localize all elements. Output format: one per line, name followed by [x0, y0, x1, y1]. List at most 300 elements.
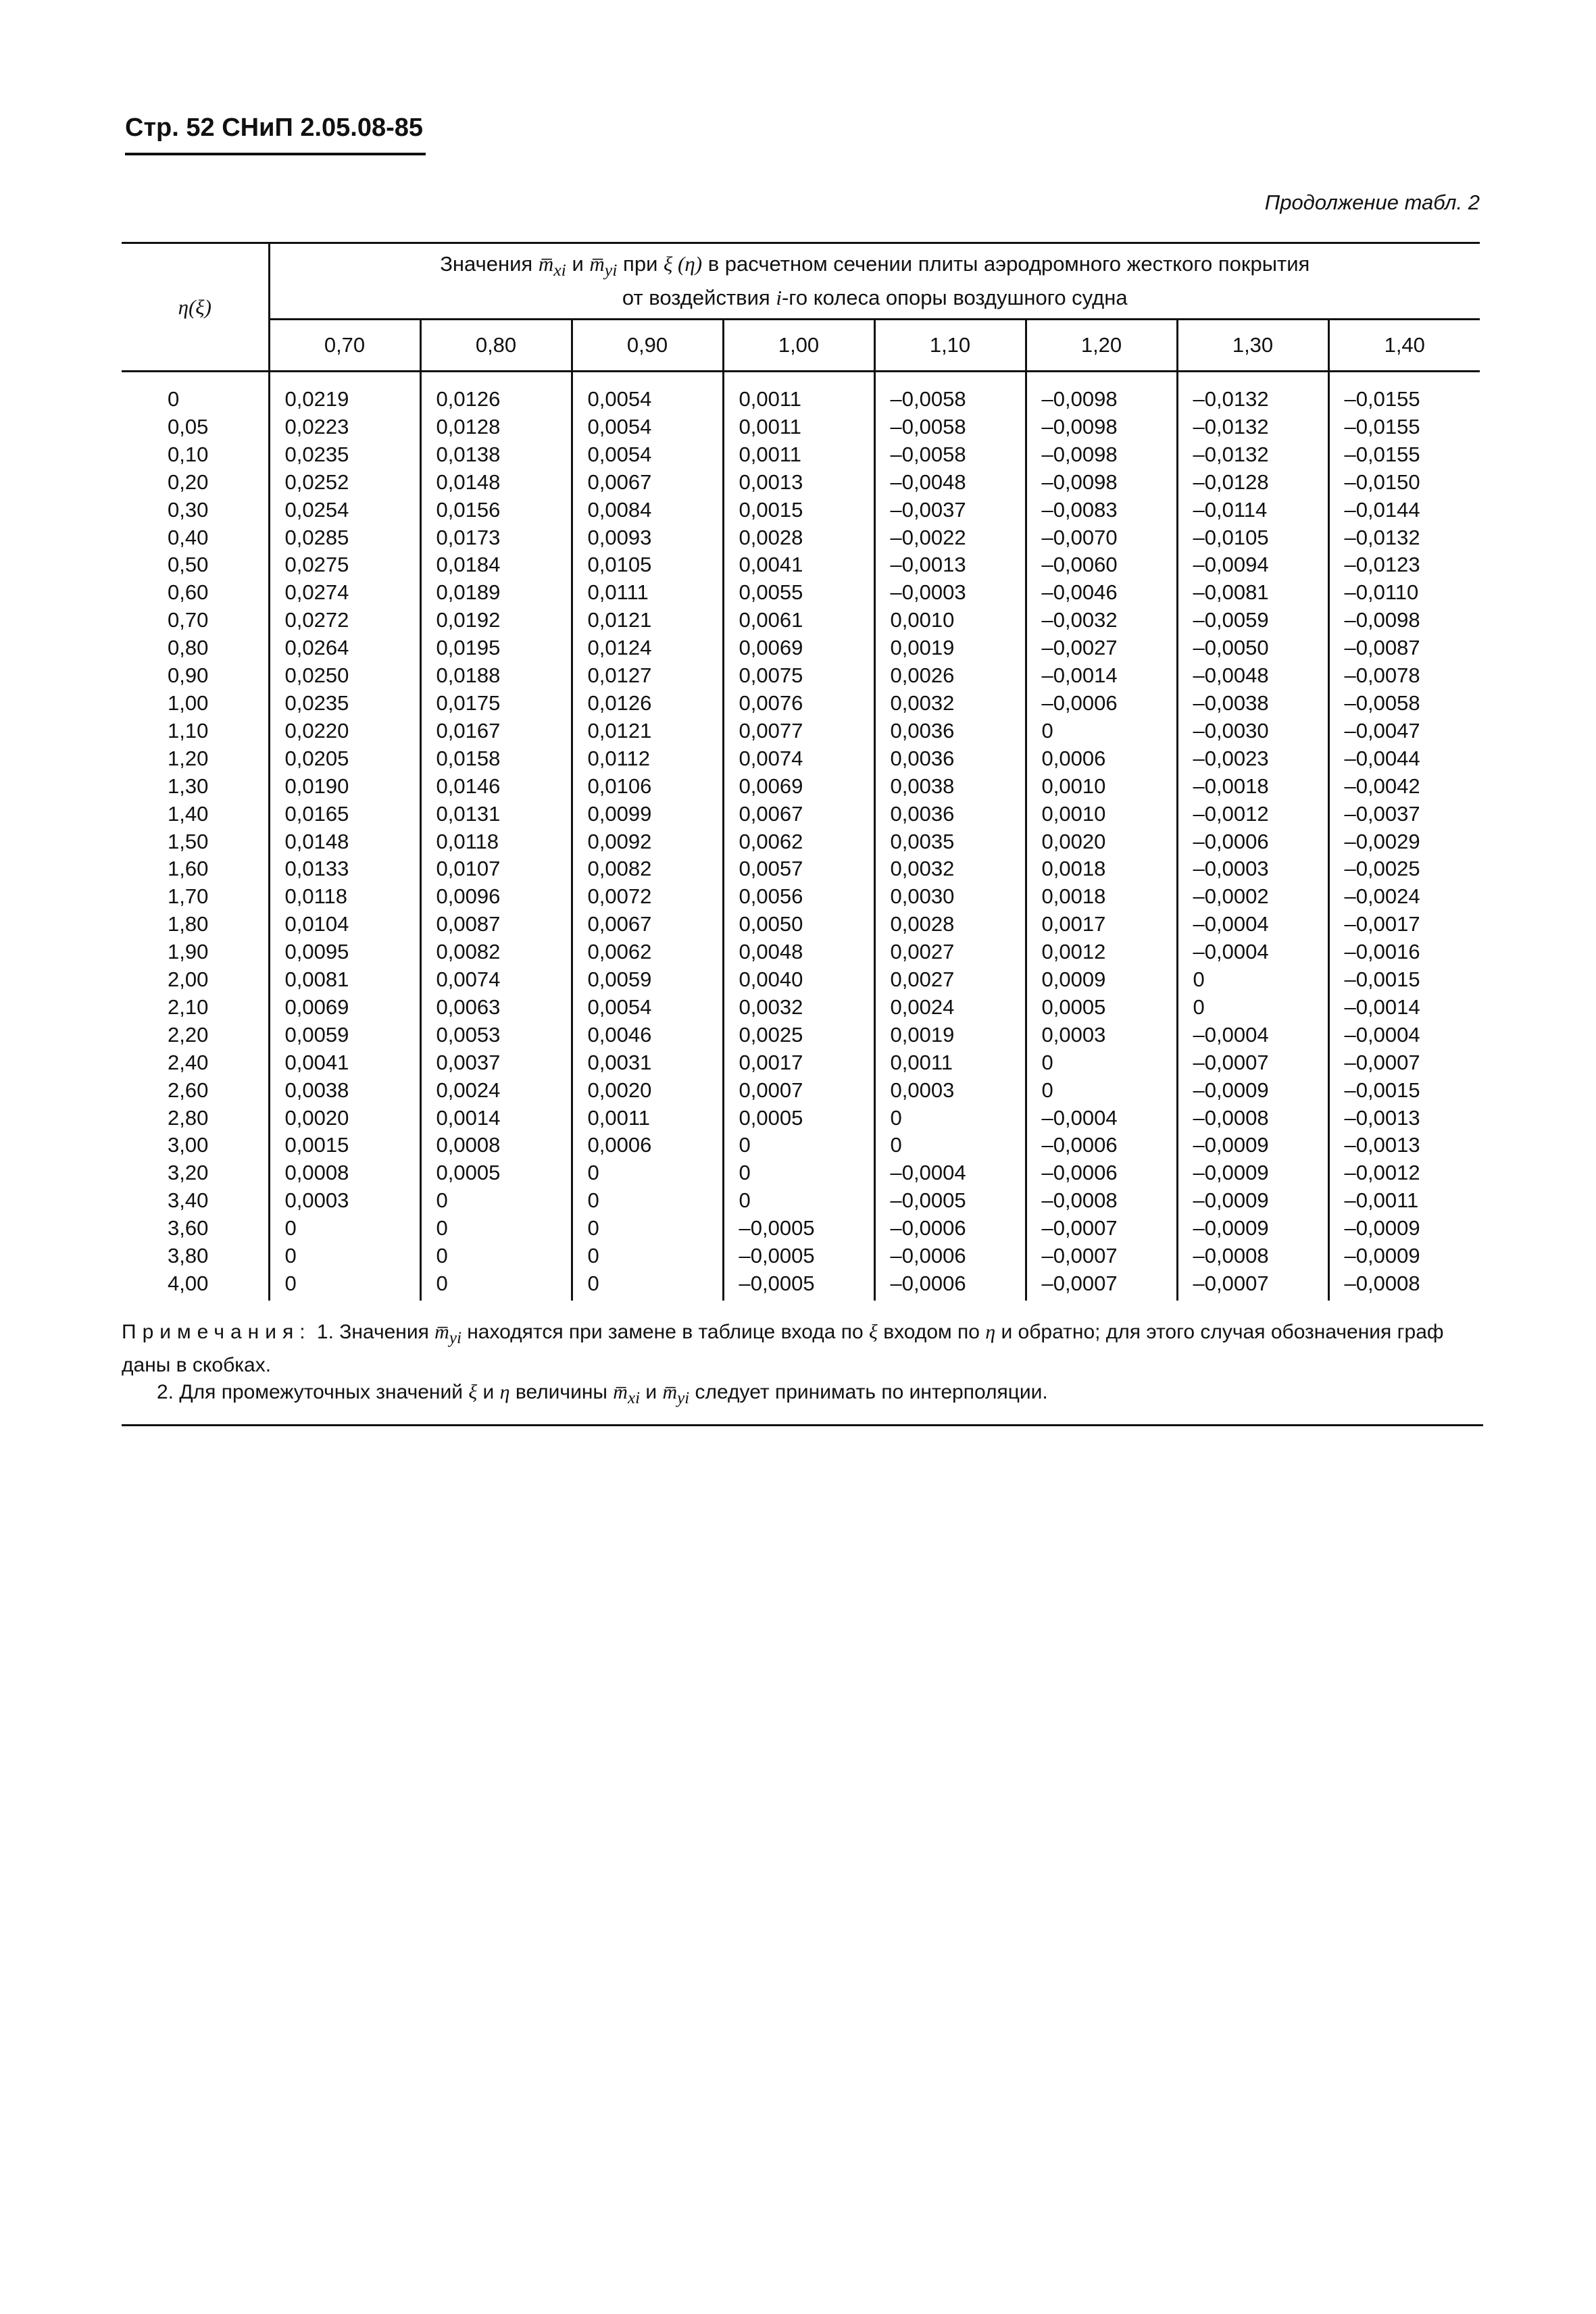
value-cell: 0,0126: [420, 372, 572, 413]
row-label-cell: 1,40: [122, 801, 269, 828]
table-row: [122, 1049, 1480, 1077]
row-label-cell: 0,40: [122, 524, 269, 552]
value-cell: –0,0058: [874, 441, 1026, 469]
value-cell: –0,0070: [1026, 524, 1177, 552]
table-row: [122, 1105, 1480, 1132]
value-cell: –0,0098: [1026, 441, 1177, 469]
value-cell: 0,0037: [420, 1049, 572, 1077]
value-cell: 0,0084: [572, 497, 723, 524]
table-row: [122, 469, 1480, 497]
value-cell: –0,0008: [1177, 1242, 1328, 1270]
value-cell: –0,0023: [1177, 745, 1328, 773]
row-label-cell: 1,50: [122, 828, 269, 856]
value-cell: 0,0235: [269, 441, 420, 469]
value-cell: –0,0012: [1177, 801, 1328, 828]
value-cell: 0,0190: [269, 773, 420, 801]
column-header: 0,70: [269, 320, 420, 372]
row-label-cell: 0,90: [122, 662, 269, 690]
value-cell: 0,0041: [723, 551, 874, 579]
value-cell: –0,0027: [1026, 634, 1177, 662]
value-cell: 0,0264: [269, 634, 420, 662]
table-row: [122, 579, 1480, 607]
value-cell: 0,0148: [269, 828, 420, 856]
value-cell: 0,0056: [723, 883, 874, 911]
value-cell: –0,0105: [1177, 524, 1328, 552]
value-cell: 0: [1026, 1049, 1177, 1077]
value-cell: –0,0009: [1177, 1077, 1328, 1105]
value-cell: –0,0032: [1026, 607, 1177, 634]
table-row: [122, 994, 1480, 1022]
row-label-cell: 3,60: [122, 1215, 269, 1242]
value-cell: 0,0087: [420, 911, 572, 938]
value-cell: 0,0158: [420, 745, 572, 773]
value-cell: 0,0235: [269, 690, 420, 718]
value-cell: 0,0011: [723, 372, 874, 413]
value-cell: 0,0036: [874, 718, 1026, 745]
value-cell: 0,0156: [420, 497, 572, 524]
value-cell: 0: [420, 1187, 572, 1215]
table-row: [122, 883, 1480, 911]
value-cell: –0,0004: [1177, 911, 1328, 938]
value-cell: 0,0027: [874, 938, 1026, 966]
table-row: [122, 1022, 1480, 1049]
value-cell: 0,0074: [723, 745, 874, 773]
table-caption: Значения $m̅_{xi}$ и $m̅_{yi}$ при ξ (η) в расчетном сечении плиты аэродромного жесткого покрытия от воздействия i-го колеса опоры воздушного судна: [269, 243, 1480, 320]
value-cell: –0,0044: [1344, 746, 1420, 770]
value-cell: –0,0048: [874, 469, 1026, 497]
value-cell: 0,0184: [420, 551, 572, 579]
value-cell: –0,0009: [1177, 1132, 1328, 1159]
value-cell: –0,0094: [1177, 551, 1328, 579]
value-cell: –0,0007: [1026, 1270, 1177, 1301]
value-cell: 0: [269, 1215, 420, 1242]
value-cell: –0,0009: [1177, 1215, 1328, 1242]
value-cell: 0,0017: [1026, 911, 1177, 938]
value-cell: 0,0148: [420, 469, 572, 497]
value-cell: 0: [572, 1187, 723, 1215]
value-cell: –0,0006: [874, 1215, 1026, 1242]
value-cell: –0,0011: [1344, 1188, 1419, 1213]
value-cell: 0,0009: [1026, 966, 1177, 994]
page-header: Стр. 52 СНиП 2.05.08-85: [125, 114, 424, 142]
value-cell: 0,0082: [572, 855, 723, 883]
value-cell: 0,0020: [269, 1105, 420, 1132]
value-cell: –0,0123: [1344, 553, 1420, 577]
value-cell: 0,0099: [572, 801, 723, 828]
value-cell: 0,0011: [874, 1049, 1026, 1077]
value-cell: 0: [572, 1270, 723, 1301]
table-row: [122, 497, 1480, 524]
row-label-cell: 3,40: [122, 1187, 269, 1215]
value-cell: –0,0037: [1344, 801, 1420, 826]
value-cell: 0,0036: [874, 801, 1026, 828]
value-cell: 0,0031: [572, 1049, 723, 1077]
value-cell: –0,0008: [1344, 1272, 1420, 1295]
table-row: [122, 938, 1480, 966]
value-cell: –0,0025: [1344, 857, 1420, 881]
value-cell: 0,0189: [420, 579, 572, 607]
value-cell: 0,0014: [420, 1105, 572, 1132]
value-cell: 0,0011: [572, 1105, 723, 1132]
value-cell: 0,0032: [874, 855, 1026, 883]
value-cell: 0,0006: [1026, 745, 1177, 773]
value-cell: 0: [874, 1132, 1026, 1159]
value-cell: –0,0024: [1344, 884, 1420, 909]
value-cell: 0,0054: [572, 441, 723, 469]
value-cell: –0,0005: [874, 1187, 1026, 1215]
value-cell: 0,0040: [723, 966, 874, 994]
value-cell: –0,0083: [1026, 497, 1177, 524]
value-cell: –0,0014: [1344, 995, 1420, 1019]
row-label-cell: 4,00: [122, 1270, 269, 1301]
value-cell: 0,0003: [874, 1077, 1026, 1105]
value-cell: 0,0106: [572, 773, 723, 801]
column-header: 1,40: [1328, 320, 1480, 372]
value-cell: –0,0050: [1177, 634, 1328, 662]
value-cell: 0,0133: [269, 855, 420, 883]
column-header: 1,20: [1026, 320, 1177, 372]
value-cell: 0,0005: [723, 1105, 874, 1132]
value-cell: 0,0128: [420, 413, 572, 441]
value-cell: –0,0004: [1177, 938, 1328, 966]
value-cell: 0,0127: [572, 662, 723, 690]
table-row: [122, 966, 1480, 994]
table-continuation-label: Продолжение табл. 2: [1264, 191, 1480, 214]
value-cell: –0,0004: [874, 1159, 1026, 1187]
value-cell: 0,0024: [874, 994, 1026, 1022]
value-cell: 0,0223: [269, 413, 420, 441]
value-cell: –0,0022: [874, 524, 1026, 552]
value-cell: –0,0059: [1177, 607, 1328, 634]
table-row: [122, 745, 1480, 773]
row-label-cell: 0,50: [122, 551, 269, 579]
value-cell: 0: [572, 1242, 723, 1270]
value-cell: 0,0074: [420, 966, 572, 994]
value-cell: 0,0069: [723, 634, 874, 662]
value-cell: –0,0006: [1026, 690, 1177, 718]
value-cell: 0,0005: [1026, 994, 1177, 1022]
value-cell: –0,0015: [1344, 1078, 1420, 1102]
value-cell: 0,0007: [723, 1077, 874, 1105]
table-row: [122, 1242, 1480, 1270]
value-cell: 0,0026: [874, 662, 1026, 690]
table-row: [122, 1159, 1480, 1187]
table-row: [122, 441, 1480, 469]
value-cell: 0: [723, 1132, 874, 1159]
value-cell: 0,0121: [572, 718, 723, 745]
value-cell: 0: [1177, 994, 1328, 1022]
value-cell: 0,0036: [874, 745, 1026, 773]
value-cell: 0,0062: [572, 938, 723, 966]
value-cell: 0,0192: [420, 607, 572, 634]
value-cell: 0,0173: [420, 524, 572, 552]
row-label-cell: 2,60: [122, 1077, 269, 1105]
table-row: [122, 634, 1480, 662]
value-cell: –0,0006: [874, 1270, 1026, 1301]
value-cell: –0,0150: [1344, 470, 1420, 494]
value-cell: 0,0012: [1026, 938, 1177, 966]
table-row: [122, 718, 1480, 745]
value-cell: –0,0098: [1026, 372, 1177, 413]
value-cell: 0,0006: [572, 1132, 723, 1159]
value-cell: 0,0067: [572, 911, 723, 938]
table-row: [122, 1077, 1480, 1105]
table-row: [122, 551, 1480, 579]
value-cell: 0,0275: [269, 551, 420, 579]
value-cell: 0,0104: [269, 911, 420, 938]
table-row: [122, 607, 1480, 634]
table-row: [122, 1187, 1480, 1215]
row-label-cell: 0,80: [122, 634, 269, 662]
value-cell: 0,0095: [269, 938, 420, 966]
value-cell: 0,0011: [723, 413, 874, 441]
value-cell: –0,0006: [874, 1242, 1026, 1270]
value-cell: 0: [1026, 1077, 1177, 1105]
value-cell: –0,0009: [1344, 1216, 1420, 1240]
table-notes: [122, 1319, 1483, 1412]
value-cell: 0: [874, 1105, 1026, 1132]
value-cell: 0,0195: [420, 634, 572, 662]
value-cell: –0,0014: [1026, 662, 1177, 690]
value-cell: 0,0061: [723, 607, 874, 634]
value-cell: –0,0004: [1344, 1022, 1420, 1047]
value-cell: 0,0019: [874, 634, 1026, 662]
value-cell: –0,0144: [1344, 497, 1420, 522]
value-cell: 0,0020: [572, 1077, 723, 1105]
value-cell: –0,0087: [1344, 636, 1420, 660]
value-cell: 0: [269, 1270, 420, 1301]
table-row: [122, 801, 1480, 828]
value-cell: 0: [1177, 966, 1328, 994]
value-cell: –0,0009: [1344, 1244, 1420, 1268]
row-label-cell: 1,80: [122, 911, 269, 938]
table-row: [122, 524, 1480, 552]
value-cell: 0: [269, 1242, 420, 1270]
value-cell: 0,0053: [420, 1022, 572, 1049]
value-cell: –0,0058: [1344, 690, 1420, 715]
value-cell: 0,0024: [420, 1077, 572, 1105]
value-cell: 0,0075: [723, 662, 874, 690]
value-cell: 0,0057: [723, 855, 874, 883]
row-label-cell: 1,90: [122, 938, 269, 966]
value-cell: 0,0069: [269, 994, 420, 1022]
value-cell: –0,0007: [1344, 1050, 1420, 1074]
value-cell: 0,0054: [572, 994, 723, 1022]
value-cell: –0,0006: [1026, 1132, 1177, 1159]
column-header: 1,10: [874, 320, 1026, 372]
coefficients-table-container: [122, 242, 1480, 1301]
value-cell: –0,0015: [1344, 967, 1420, 992]
value-cell: –0,0078: [1344, 663, 1420, 688]
value-cell: 0,0032: [723, 994, 874, 1022]
value-cell: –0,0012: [1344, 1161, 1420, 1185]
value-cell: 0,0038: [874, 773, 1026, 801]
row-label-cell: 1,20: [122, 745, 269, 773]
row-label-cell: 0,20: [122, 469, 269, 497]
value-cell: 0,0015: [269, 1132, 420, 1159]
value-cell: 0,0005: [420, 1159, 572, 1187]
value-cell: 0,0072: [572, 883, 723, 911]
value-cell: –0,0047: [1344, 718, 1420, 743]
value-cell: 0,0146: [420, 773, 572, 801]
value-cell: 0,0059: [572, 966, 723, 994]
value-cell: 0,0081: [269, 966, 420, 994]
value-cell: –0,0029: [1344, 829, 1420, 853]
value-cell: 0,0025: [723, 1022, 874, 1049]
value-cell: –0,0037: [874, 497, 1026, 524]
value-cell: –0,0098: [1026, 469, 1177, 497]
value-cell: 0,0054: [572, 413, 723, 441]
value-cell: 0,0059: [269, 1022, 420, 1049]
value-cell: 0,0121: [572, 607, 723, 634]
row-label-cell: 1,10: [122, 718, 269, 745]
value-cell: –0,0009: [1177, 1159, 1328, 1187]
header-underline: [125, 153, 426, 155]
value-cell: 0,0077: [723, 718, 874, 745]
value-cell: –0,0058: [874, 372, 1026, 413]
value-cell: –0,0008: [1177, 1105, 1328, 1132]
value-cell: 0,0008: [269, 1159, 420, 1187]
row-label-cell: 2,80: [122, 1105, 269, 1132]
value-cell: 0,0010: [874, 607, 1026, 634]
value-cell: 0,0219: [269, 372, 420, 413]
value-cell: 0,0205: [269, 745, 420, 773]
row-label-cell: 0,60: [122, 579, 269, 607]
value-cell: 0: [572, 1159, 723, 1187]
value-cell: –0,0081: [1177, 579, 1328, 607]
row-label-cell: 0,30: [122, 497, 269, 524]
value-cell: 0,0254: [269, 497, 420, 524]
row-label-cell: 3,20: [122, 1159, 269, 1187]
value-cell: –0,0003: [874, 579, 1026, 607]
value-cell: –0,0005: [723, 1242, 874, 1270]
value-cell: 0,0167: [420, 718, 572, 745]
value-cell: 0,0105: [572, 551, 723, 579]
value-cell: 0,0067: [572, 469, 723, 497]
value-cell: 0,0126: [572, 690, 723, 718]
value-cell: 0,0063: [420, 994, 572, 1022]
value-cell: 0,0165: [269, 801, 420, 828]
value-cell: –0,0114: [1177, 497, 1328, 524]
row-label-cell: 1,00: [122, 690, 269, 718]
row-label-cell: 0,70: [122, 607, 269, 634]
table-row: [122, 1270, 1480, 1301]
row-label-cell: 2,20: [122, 1022, 269, 1049]
value-cell: 0,0175: [420, 690, 572, 718]
value-cell: –0,0018: [1177, 773, 1328, 801]
value-cell: 0,0062: [723, 828, 874, 856]
value-cell: 0,0020: [1026, 828, 1177, 856]
value-cell: –0,0110: [1344, 580, 1419, 605]
row-label-cell: 0: [122, 372, 269, 413]
value-cell: –0,0098: [1026, 413, 1177, 441]
value-cell: 0,0010: [1026, 801, 1177, 828]
value-cell: 0,0041: [269, 1049, 420, 1077]
row-label-cell: 2,40: [122, 1049, 269, 1077]
value-cell: –0,0058: [874, 413, 1026, 441]
value-cell: –0,0128: [1177, 469, 1328, 497]
table-row: [122, 855, 1480, 883]
row-label-cell: 3,80: [122, 1242, 269, 1270]
value-cell: –0,0098: [1344, 608, 1420, 632]
value-cell: 0,0118: [269, 883, 420, 911]
value-cell: –0,0009: [1177, 1187, 1328, 1215]
value-cell: 0,0032: [874, 690, 1026, 718]
value-cell: 0,0138: [420, 441, 572, 469]
value-cell: 0,0220: [269, 718, 420, 745]
table-row: [122, 662, 1480, 690]
coefficients-table: [122, 242, 1480, 1301]
value-cell: 0,0092: [572, 828, 723, 856]
value-cell: –0,0060: [1026, 551, 1177, 579]
value-cell: 0,0048: [723, 938, 874, 966]
value-cell: 0,0017: [723, 1049, 874, 1077]
value-cell: 0,0054: [572, 372, 723, 413]
table-row: [122, 911, 1480, 938]
value-cell: 0: [420, 1215, 572, 1242]
value-cell: 0,0274: [269, 579, 420, 607]
value-cell: 0,0028: [874, 911, 1026, 938]
value-cell: 0,0055: [723, 579, 874, 607]
table-row: [122, 828, 1480, 856]
row-label-cell: 1,60: [122, 855, 269, 883]
value-cell: –0,0007: [1026, 1215, 1177, 1242]
value-cell: 0: [420, 1270, 572, 1301]
value-cell: 0: [723, 1159, 874, 1187]
value-cell: –0,0002: [1177, 883, 1328, 911]
value-cell: –0,0048: [1177, 662, 1328, 690]
table-body: [122, 372, 1480, 1301]
value-cell: 0,0107: [420, 855, 572, 883]
value-cell: –0,0013: [1344, 1133, 1420, 1157]
table-row: [122, 372, 1480, 413]
value-cell: 0,0015: [723, 497, 874, 524]
value-cell: 0,0008: [420, 1132, 572, 1159]
value-cell: 0,0050: [723, 911, 874, 938]
value-cell: –0,0006: [1026, 1159, 1177, 1187]
table-row: [122, 1132, 1480, 1159]
value-cell: 0: [420, 1242, 572, 1270]
row-label-cell: 1,70: [122, 883, 269, 911]
value-cell: 0: [723, 1187, 874, 1215]
value-cell: –0,0005: [723, 1270, 874, 1301]
row-label-cell: 1,30: [122, 773, 269, 801]
column-header: 0,90: [572, 320, 723, 372]
value-cell: –0,0016: [1344, 940, 1420, 964]
table-row: [122, 773, 1480, 801]
value-cell: 0,0018: [1026, 855, 1177, 883]
value-cell: –0,0046: [1026, 579, 1177, 607]
value-cell: –0,0132: [1344, 525, 1420, 549]
row-header-eta-xi: η(ξ): [122, 243, 269, 372]
value-cell: 0,0030: [874, 883, 1026, 911]
value-cell: 0,0285: [269, 524, 420, 552]
value-cell: 0,0067: [723, 801, 874, 828]
value-cell: 0,0093: [572, 524, 723, 552]
value-cell: –0,0008: [1026, 1187, 1177, 1215]
value-cell: 0,0011: [723, 441, 874, 469]
value-cell: 0,0131: [420, 801, 572, 828]
column-header: 1,30: [1177, 320, 1328, 372]
value-cell: –0,0006: [1177, 828, 1328, 856]
value-cell: –0,0007: [1177, 1270, 1328, 1301]
note-1: Примечания: 1. Значения $m̅_{yi}$ находятся при замене в таблице входа по ξ входом по η и обратно; для этого случая обозначения граф даны в скобках.: [122, 1321, 1444, 1376]
value-cell: –0,0155: [1344, 414, 1420, 438]
value-cell: –0,0007: [1177, 1049, 1328, 1077]
value-cell: –0,0042: [1344, 774, 1420, 798]
value-cell: 0,0188: [420, 662, 572, 690]
value-cell: 0,0250: [269, 662, 420, 690]
